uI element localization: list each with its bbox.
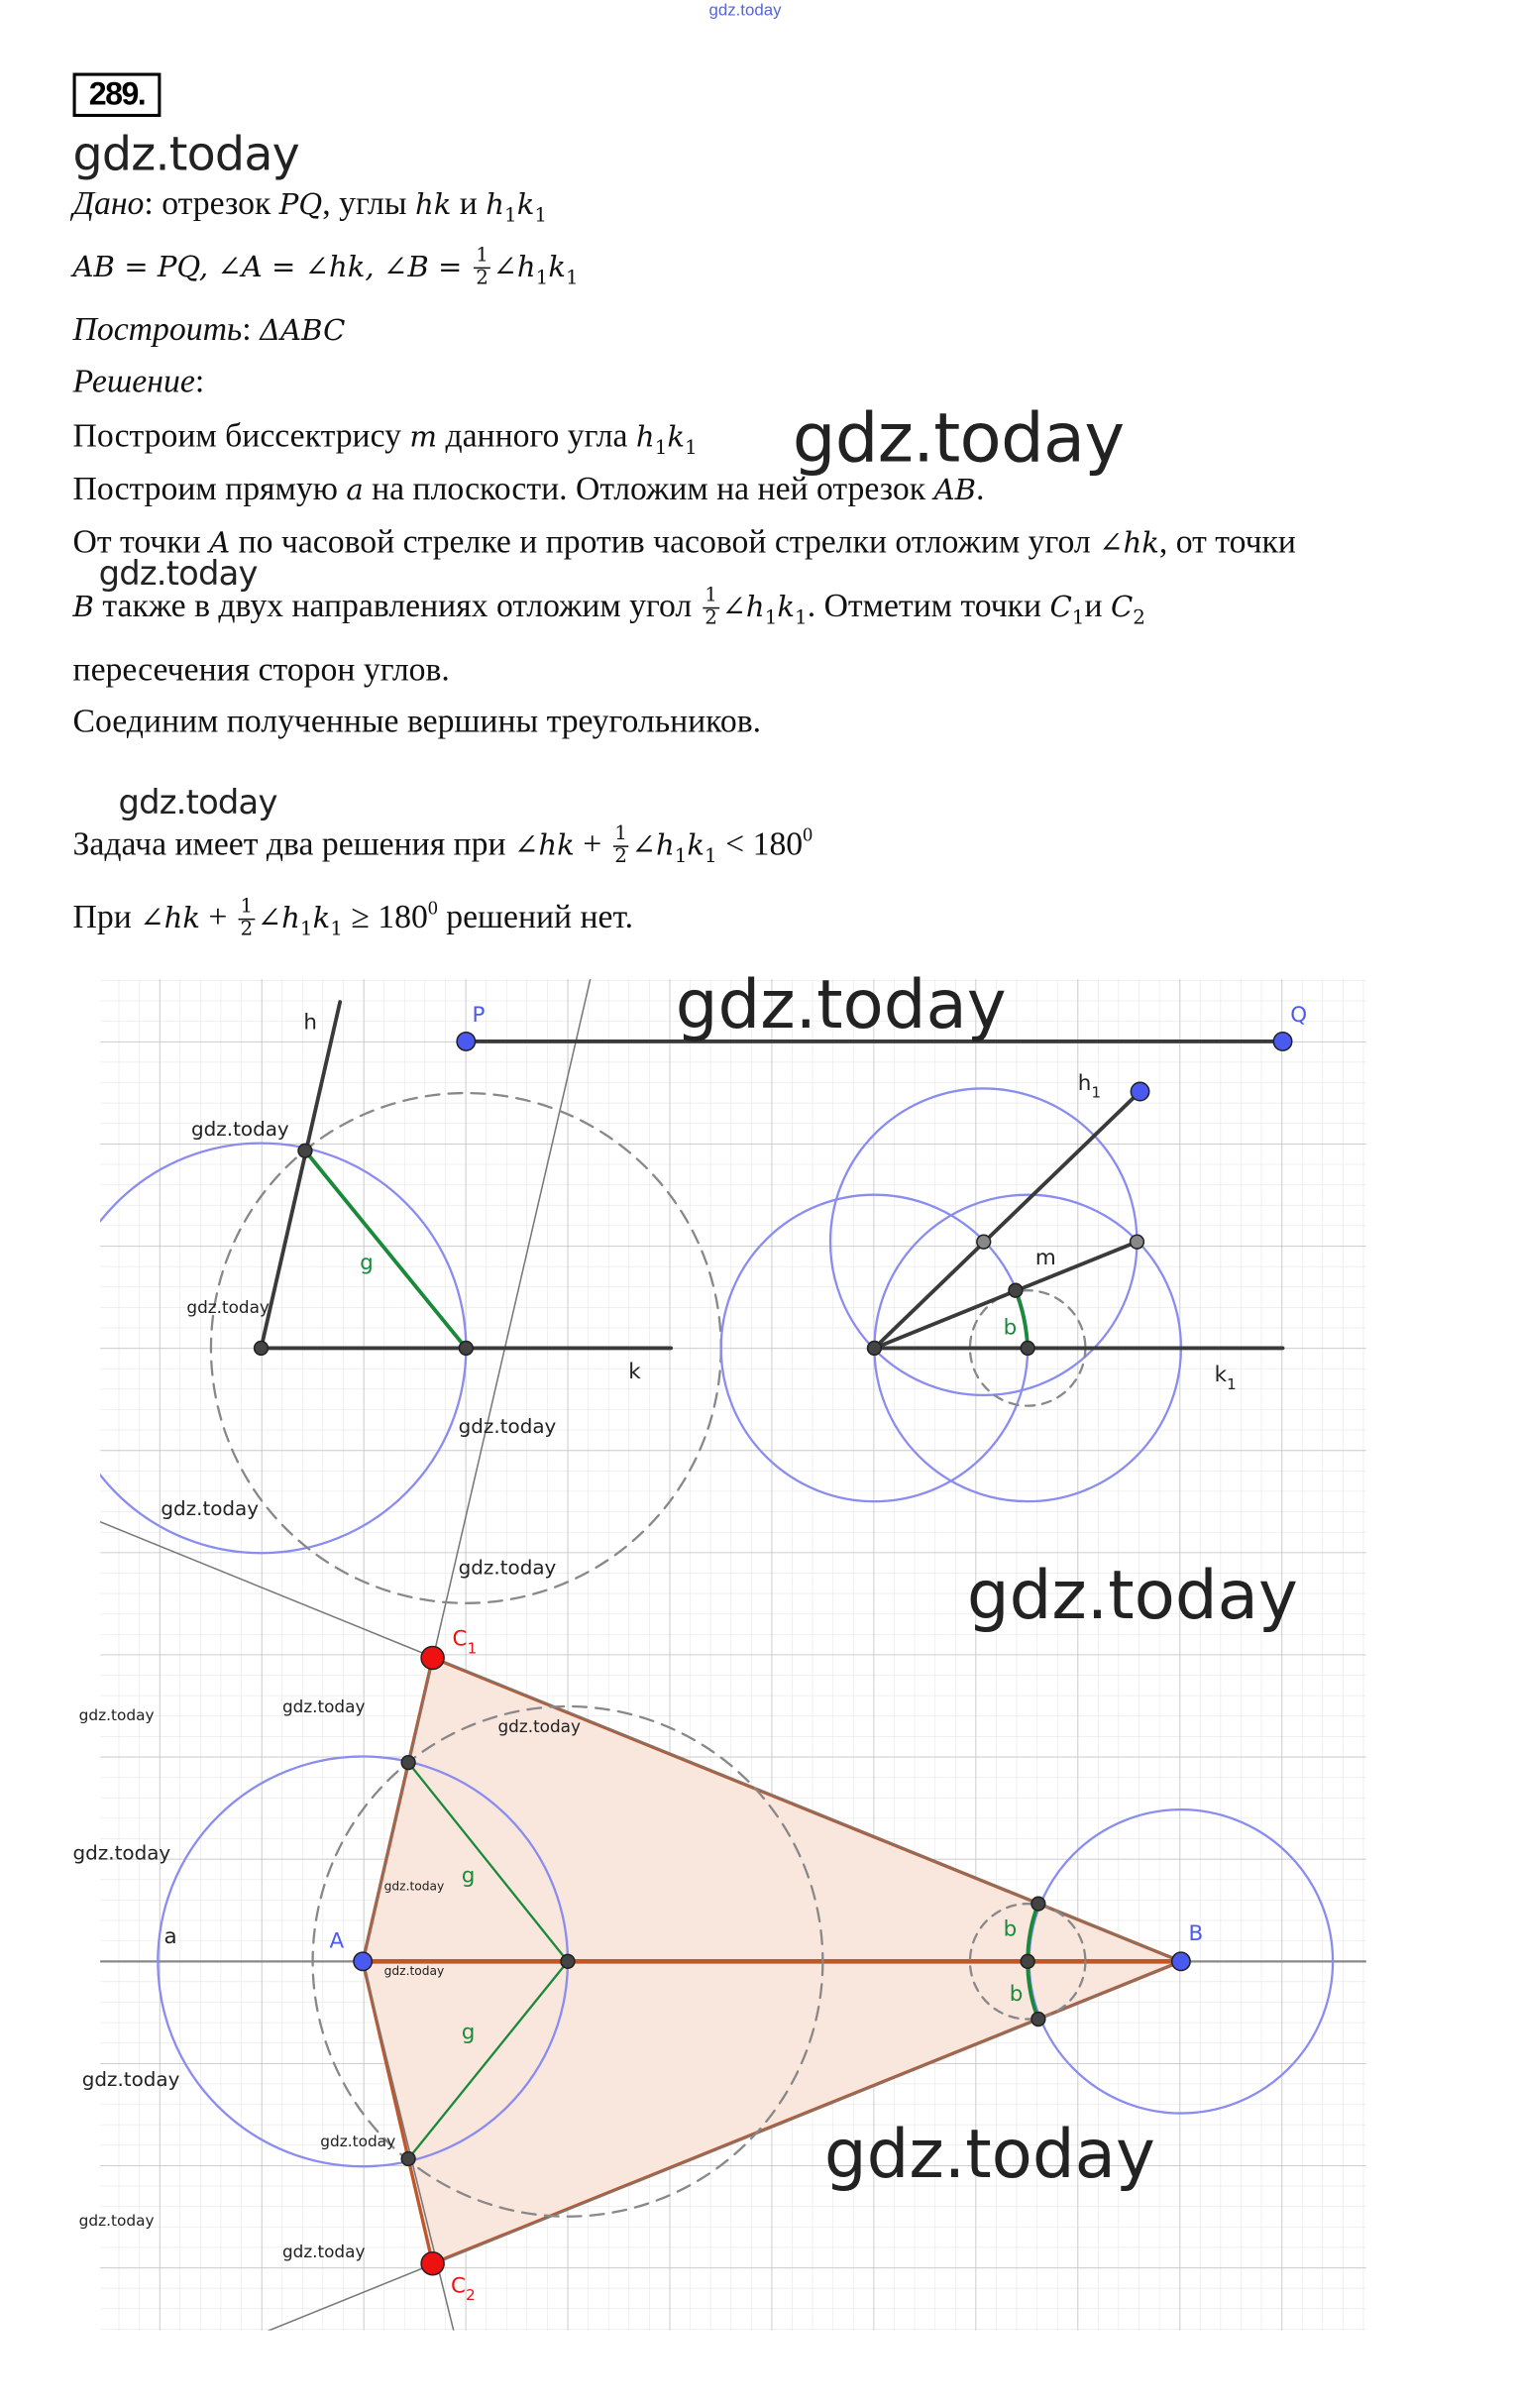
math: ∠h xyxy=(631,828,675,863)
point xyxy=(1021,1954,1034,1968)
math: AB xyxy=(933,473,976,507)
math: k xyxy=(516,187,535,222)
subscript: 1 xyxy=(534,204,548,228)
denominator: 2 xyxy=(240,919,254,942)
watermark: gdz.today xyxy=(98,555,258,595)
label-b: b xyxy=(1003,1315,1018,1341)
text: + xyxy=(574,823,610,863)
subscript: 2 xyxy=(1133,606,1145,630)
label-B: B xyxy=(1188,1920,1204,1946)
math: A xyxy=(209,526,231,561)
italic-label: Дано xyxy=(72,183,145,222)
math: h xyxy=(486,187,505,222)
label-b: b xyxy=(1003,1916,1018,1942)
watermark: gdz.today xyxy=(72,1841,171,1865)
watermark: gdz.today xyxy=(320,2133,396,2151)
math: C xyxy=(1049,590,1072,624)
math: B xyxy=(72,590,94,624)
watermark: gdz.today xyxy=(161,1496,260,1520)
label-c1: $C_1$ xyxy=(452,1626,478,1658)
point-h1[interactable] xyxy=(1131,1082,1148,1100)
watermark: gdz.today xyxy=(281,1697,366,1717)
text: . Отметим точки xyxy=(807,586,1050,624)
text: При xyxy=(72,897,141,935)
text: : xyxy=(242,309,261,348)
math: PQ xyxy=(278,187,323,222)
watermark: gdz.today xyxy=(458,1415,557,1439)
text: Соединим полученные вершины треугольников. xyxy=(72,701,762,740)
subscript: 1 xyxy=(685,437,698,461)
point xyxy=(1031,2013,1045,2026)
watermark: gdz.today xyxy=(383,1879,445,1894)
text: : xyxy=(194,361,205,399)
watermark: gdz.today xyxy=(81,2067,180,2091)
watermark: gdz.today xyxy=(823,2114,1155,2193)
point-c1[interactable] xyxy=(421,1646,444,1669)
text: также в двух направлениях отложим угол xyxy=(93,586,701,624)
math: a xyxy=(346,473,364,507)
label-b: b xyxy=(1009,1982,1024,2008)
text: по часовой стрелке и против часовой стрелки отложим угол xyxy=(230,522,1100,561)
watermark: gdz.today xyxy=(675,965,1007,1044)
point xyxy=(868,1342,882,1356)
text: Задача имеет два решения при xyxy=(72,823,515,863)
text: пересечения сторон углов. xyxy=(72,649,450,688)
point-q[interactable] xyxy=(1273,1033,1291,1050)
point xyxy=(401,2152,415,2166)
label-c2: $C_2$ xyxy=(451,2273,476,2304)
text: + xyxy=(199,897,236,935)
math: hk xyxy=(414,187,452,222)
math: C xyxy=(1110,590,1134,624)
math: ∠hk xyxy=(514,828,575,863)
point xyxy=(1009,1283,1023,1297)
text: и xyxy=(1084,586,1111,624)
point-p[interactable] xyxy=(457,1033,475,1050)
watermark: gdz.today xyxy=(792,397,1125,479)
label-g: g xyxy=(461,2020,476,2045)
text: на плоскости. Отложим на ней отрезок xyxy=(363,469,934,507)
text: данного угла xyxy=(437,415,636,455)
numerator: 1 xyxy=(476,245,488,269)
subscript: 1 xyxy=(535,267,549,290)
label-a: a xyxy=(163,1923,177,1949)
math: k xyxy=(548,250,566,284)
numerator: 1 xyxy=(705,585,717,608)
text: От точки xyxy=(72,522,210,561)
math: ∠h xyxy=(492,250,536,284)
subscript: 1 xyxy=(705,845,717,869)
label-q: Q xyxy=(1290,1003,1308,1029)
point xyxy=(1031,1897,1045,1911)
watermark: gdz.today xyxy=(966,1556,1298,1635)
point xyxy=(1131,1235,1144,1249)
watermark: gdz.today xyxy=(118,785,277,823)
math: k xyxy=(687,828,705,863)
text: решений нет. xyxy=(437,897,634,935)
math: ∠hk xyxy=(1099,526,1159,561)
superscript: 0 xyxy=(427,895,438,919)
text: , от точки xyxy=(1158,522,1296,561)
watermark: gdz.today xyxy=(497,1716,581,1737)
subscript: 1 xyxy=(330,918,343,941)
watermark: gdz.today xyxy=(458,1556,557,1580)
watermark: gdz.today xyxy=(186,1297,270,1318)
math: ΔABC xyxy=(260,314,346,348)
subscript: 1 xyxy=(795,606,808,630)
text: ≥ 180 xyxy=(342,897,428,935)
math: m xyxy=(409,420,438,455)
superscript: 0 xyxy=(803,822,813,846)
text: Построим прямую xyxy=(72,469,347,507)
watermark: gdz.today xyxy=(78,2211,155,2230)
math: h xyxy=(635,420,655,455)
point xyxy=(298,1144,312,1157)
text: и xyxy=(451,183,487,222)
italic-label: Решение xyxy=(72,361,195,399)
subscript: 1 xyxy=(504,204,517,228)
subscript: 1 xyxy=(764,606,778,630)
math: ∠h xyxy=(257,902,300,935)
math: k xyxy=(777,590,796,624)
watermark: gdz.today xyxy=(281,2242,366,2262)
watermark: gdz.today xyxy=(383,1964,445,1979)
denominator: 2 xyxy=(614,846,627,869)
text: : отрезок xyxy=(144,183,279,222)
numerator: 1 xyxy=(614,823,627,847)
denominator: 2 xyxy=(705,607,717,631)
label-h1: $h_1$ xyxy=(1077,1070,1102,1102)
point-c2[interactable] xyxy=(421,2252,444,2275)
numerator: 1 xyxy=(240,896,254,920)
subscript: 1 xyxy=(565,267,579,290)
point xyxy=(401,1756,415,1770)
label-h: h xyxy=(303,1010,317,1036)
point xyxy=(459,1342,473,1356)
point xyxy=(561,1954,575,1968)
subscript: 1 xyxy=(654,437,668,461)
text: Построим биссектрису xyxy=(72,415,410,455)
denominator: 2 xyxy=(476,268,488,291)
subscript: 1 xyxy=(299,918,313,941)
label-k1: $k_1$ xyxy=(1214,1363,1237,1393)
watermark: gdz.today xyxy=(78,1705,155,1724)
subscript: 1 xyxy=(674,845,688,869)
point xyxy=(1021,1342,1034,1356)
label-p: P xyxy=(472,1003,486,1029)
math: ∠hk xyxy=(140,902,200,935)
label-k: k xyxy=(628,1360,641,1385)
math: ∠h xyxy=(721,590,765,624)
math: k xyxy=(312,902,331,935)
text: , углы xyxy=(322,183,415,222)
label-g: g xyxy=(360,1250,374,1275)
label-A: A xyxy=(329,1928,345,1954)
italic-label: Построить xyxy=(72,309,243,348)
subscript: 1 xyxy=(1071,606,1085,630)
problem-number: 289. xyxy=(73,73,162,117)
label-m: m xyxy=(1034,1246,1056,1271)
math: AB = PQ, ∠A = ∠hk, ∠B = xyxy=(72,250,472,284)
watermark: gdz.today xyxy=(191,1117,289,1141)
label-g: g xyxy=(461,1863,476,1889)
point xyxy=(255,1342,269,1356)
point xyxy=(977,1235,991,1249)
text: < 180 xyxy=(716,823,804,863)
watermark: gdz.today xyxy=(72,127,299,182)
watermark-top: gdz.today xyxy=(708,1,782,20)
math: k xyxy=(667,420,686,455)
text: . xyxy=(975,469,985,507)
point-b[interactable] xyxy=(1172,1952,1190,1970)
point-a[interactable] xyxy=(354,1952,372,1970)
